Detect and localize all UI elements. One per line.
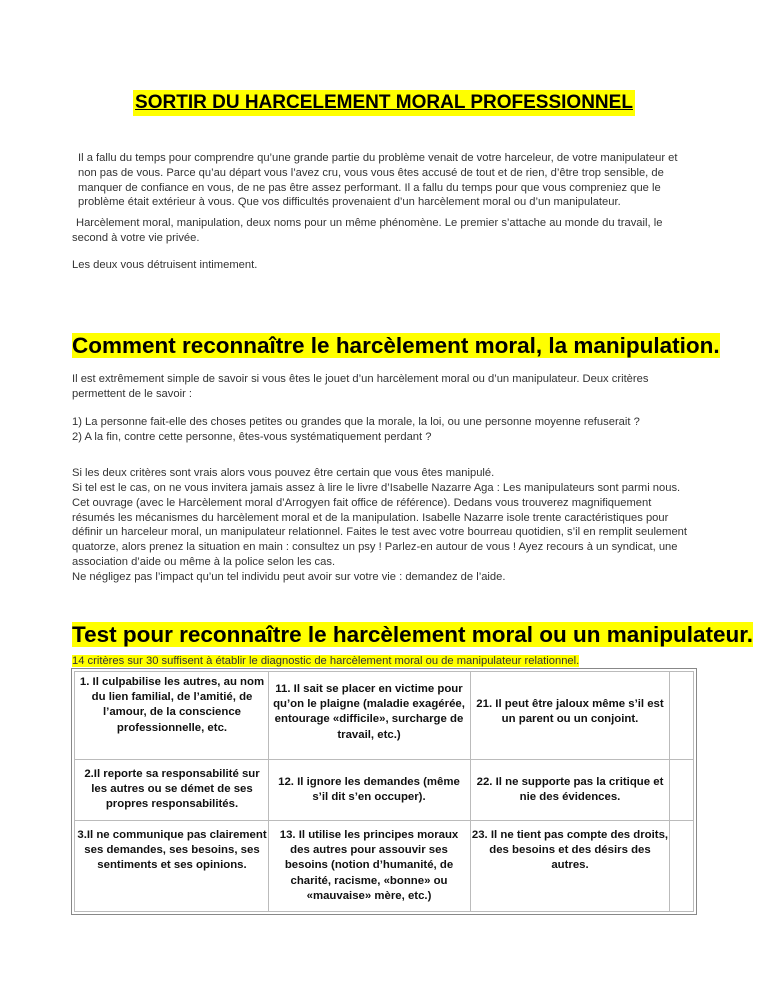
section1-paragraph-1: Il est extrêmement simple de savoir si vous êtes le jouet d’un harcèlement moral ou d’un manipulateur. Deux critères permettent de le savoir : xyxy=(72,373,649,400)
criterion-1: 1. Il culpabilise les autres, au nom du lien familial, de l’amitié, de l’amour, de la conscience professionnelle, etc. xyxy=(79,676,265,734)
column-divider xyxy=(669,672,670,911)
criteria-table xyxy=(71,668,697,915)
criterion-22: 22. Il ne supporte pas la critique et nie des évidences. xyxy=(476,776,664,804)
intro-paragraph-2: Harcèlement moral, manipulation, deux noms pour un même phénomène. Le premier s’attache au monde du travail, le second à votre vie privée. xyxy=(72,217,663,244)
test-note xyxy=(72,654,712,669)
criterion-12: 12. Il ignore les demandes (même s’il dit s’en occuper). xyxy=(278,776,460,804)
criterion-3: 3.Il ne communique pas clairement ses demandes, ses besoins, ses sentiments et ses opinions. xyxy=(77,829,267,872)
page-title: SORTIR DU HARCELEMENT MORAL PROFESSIONNEL xyxy=(133,90,635,116)
section1-paragraph-4: Ne négligez pas l’impact qu’un tel individu peut avoir sur votre vie : demandez de l’aide. xyxy=(72,571,506,583)
criterion-question-2: 2) A la fin, contre cette personne, êtes-vous systématiquement perdant ? xyxy=(72,431,432,443)
section-heading-recognize xyxy=(72,331,720,361)
row-divider xyxy=(75,759,693,760)
intro-paragraph-1: Il a fallu du temps pour comprendre qu’une grande partie du problème venait de votre harceleur, de votre manipulateur et non pas de vous. Parce qu’au départ vous l’avez cru, vous vous êtes accusé de tout et de rien, d’être trop sensible, de manquer de confiance en vous, de ne pas être assez performant. Il a fallu du temps pour que vous compreniez que le problème était extérieur à vous. Que vos difficultés provenaient d’un harcèlement moral ou d’un manipulateur. xyxy=(78,152,678,209)
criteria-table-inner xyxy=(74,671,694,912)
criterion-11: 11. Il sait se placer en victime pour qu’on le plaigne (maladie exagérée, entourage «difficile», surcharge de travail, etc.) xyxy=(273,683,465,741)
test-note-text: 14 critères sur 30 suffisent à établir le diagnostic de harcèlement moral ou de manipulateur relationnel. xyxy=(72,655,580,667)
criterion-13: 13. Il utilise les principes moraux des autres pour assouvir ses besoins (notion d’humanité, de charité, racisme, «bonne» ou «mauvaise» mère, etc.) xyxy=(279,829,459,902)
criterion-23: 23. Il ne tient pas compte des droits, des besoins et des désirs des autres. xyxy=(471,829,669,872)
section1-paragraph-3: Si tel est le cas, on ne vous invitera jamais assez à lire le livre d’Isabelle Nazarre Aga : Les manipulateurs sont parmi nous. Cet ouvrage (avec le Harcèlement moral d’Arrogyen fait office de référence). Dedans vous trouverez magnifiquement résumés les mécanismes du harcèlement moral et de la manipulation. Isabelle Nazarre isole trente caractéristiques pour définir un harceleur moral, un manipulateur relationnel. Faites le test avec votre bourreau quotidien, s’il en remplit seulement quatorze, alors prenez la situation en main : consultez un psy ! Parlez-en autour de vous ! Ayez recours à un syndicat, une association d’aide ou même à la police selon les cas. xyxy=(72,482,688,568)
criterion-question-1: 1) La personne fait-elle des choses petites ou grandes que la morale, la loi, ou une personne moyenne refuserait ? xyxy=(72,416,640,428)
title-container xyxy=(0,90,768,116)
section-heading-recognize-text: Comment reconnaître le harcèlement moral, la manipulation. xyxy=(72,333,720,358)
row-divider xyxy=(75,820,693,821)
section1-paragraph-2: Si les deux critères sont vrais alors vous pouvez être certain que vous êtes manipulé. xyxy=(72,467,495,479)
intro-paragraph-3: Les deux vous détruisent intimement. xyxy=(72,259,258,271)
section-heading-test xyxy=(72,620,753,650)
criterion-21: 21. Il peut être jaloux même s’il est un parent ou un conjoint. xyxy=(476,698,664,726)
section-heading-test-text: Test pour reconnaître le harcèlement moral ou un manipulateur. xyxy=(72,622,753,647)
criterion-2: 2.Il reporte sa responsabilité sur les autres ou se démet de ses propres responsabilités. xyxy=(84,768,260,811)
column-divider xyxy=(268,672,269,911)
